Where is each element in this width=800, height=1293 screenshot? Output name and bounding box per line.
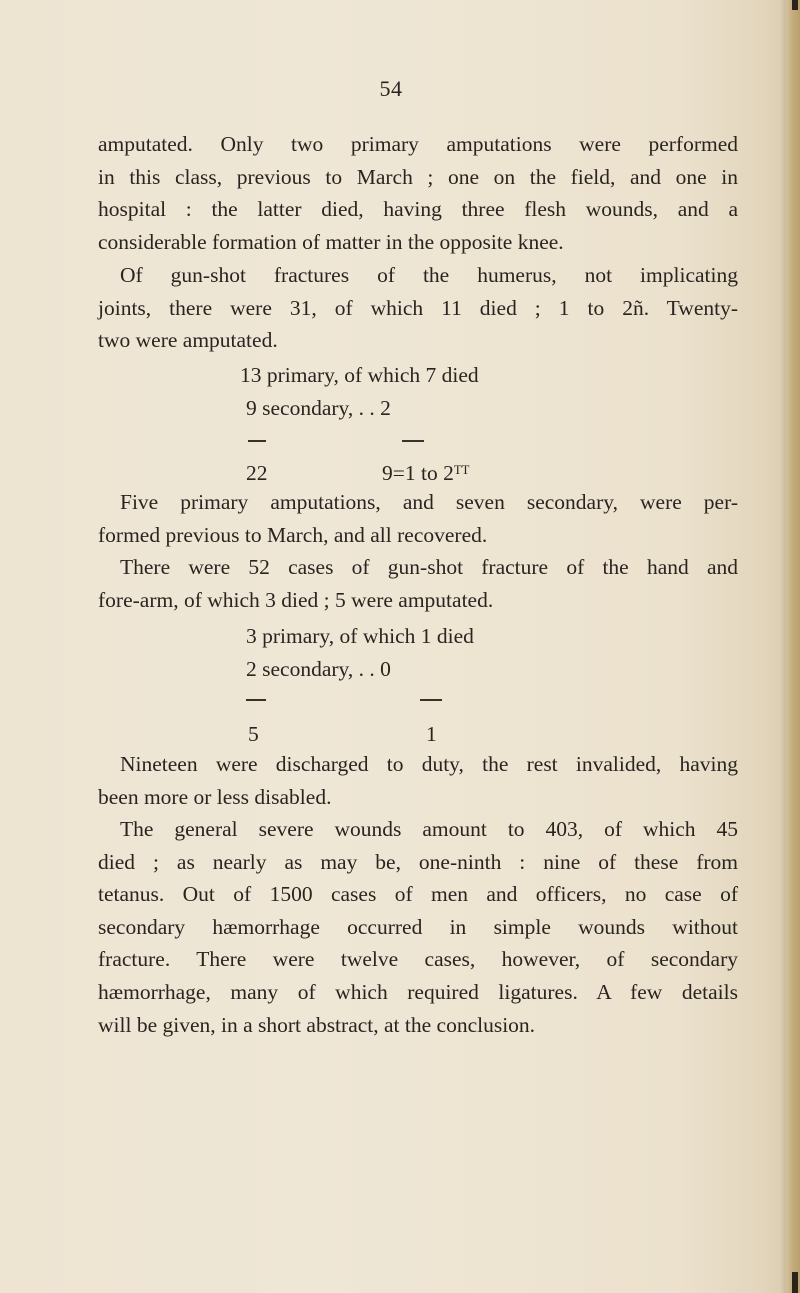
paragraph-3 [98, 486, 738, 551]
paragraph-line: been more or less disabled. [98, 784, 332, 809]
paragraph-line: hæmorrhage, many of which required ligatures. A few details [98, 979, 738, 1004]
table-row-primary: 13 primary, of which 7 died [240, 363, 479, 387]
paragraph-line: joints, there were 31, of which 11 died ; 1 to 2ñ. Twenty- [98, 295, 738, 320]
paragraph-line: hospital : the latter died, having three flesh wounds, and a [98, 197, 738, 222]
sum-rule-right [420, 699, 442, 701]
paragraph-line: Nineteen were discharged to duty, the rest invalided, having [120, 752, 738, 776]
paragraph-line: fore-arm, of which 3 died ; 5 were amputated. [98, 587, 494, 612]
table-row-primary: 3 primary, of which 1 died [246, 624, 474, 648]
paragraph-6 [98, 813, 738, 1041]
page-edge [786, 0, 800, 1293]
table-row-secondary: 2 secondary, . . 0 [246, 657, 391, 681]
paragraph-line: two were amputated. [98, 328, 278, 353]
paragraph-line: fracture. There were twelve cases, however, of secondary [98, 947, 738, 972]
paragraph-5 [98, 748, 738, 813]
paragraph-line: There were 52 cases of gun-shot fracture of the hand and [120, 555, 738, 579]
paragraph-line: died ; as nearly as may be, one-ninth : nine of these from [98, 849, 738, 874]
table-total-right: 9=1 to 2ᵀᵀ [382, 461, 470, 485]
forearm-amputation-table [246, 620, 666, 760]
paragraph-1 [98, 128, 738, 258]
table-total-left: 5 [248, 722, 259, 746]
paragraph-line: in this class, previous to March ; one on the field, and one in [98, 164, 738, 189]
table-total-left: 22 [246, 461, 268, 485]
table-row-secondary: 9 secondary, . . 2 [246, 396, 391, 420]
scan-edge-mark-bottom [792, 1272, 798, 1293]
paragraph-line: considerable formation of matter in the opposite knee. [98, 229, 564, 254]
sum-rule-right [402, 440, 424, 442]
paragraph-4 [98, 551, 738, 616]
paragraph-line: formed previous to March, and all recovered. [98, 522, 488, 547]
paragraph-line: Five primary amputations, and seven secondary, were per- [120, 490, 738, 514]
paragraph-line: The general severe wounds amount to 403, of which 45 [120, 817, 738, 841]
paragraph-line: secondary hæmorrhage occurred in simple wounds without [98, 914, 738, 939]
page-number: 54 [379, 76, 403, 101]
sum-rule-left [248, 440, 266, 442]
paragraph-line: tetanus. Out of 1500 cases of men and officers, no case of [98, 882, 738, 907]
sum-rule-left [246, 699, 266, 701]
humerus-amputation-table [240, 359, 666, 499]
paragraph-line: Of gun-shot fractures of the humerus, not implicating [120, 263, 738, 287]
paragraph-line: will be given, in a short abstract, at the conclusion. [98, 1012, 536, 1037]
scan-edge-mark-top [792, 0, 798, 10]
paragraph-2 [98, 259, 738, 357]
paragraph-line: amputated. Only two primary amputations were performed [98, 132, 738, 156]
table-total-right: 1 [426, 722, 437, 746]
